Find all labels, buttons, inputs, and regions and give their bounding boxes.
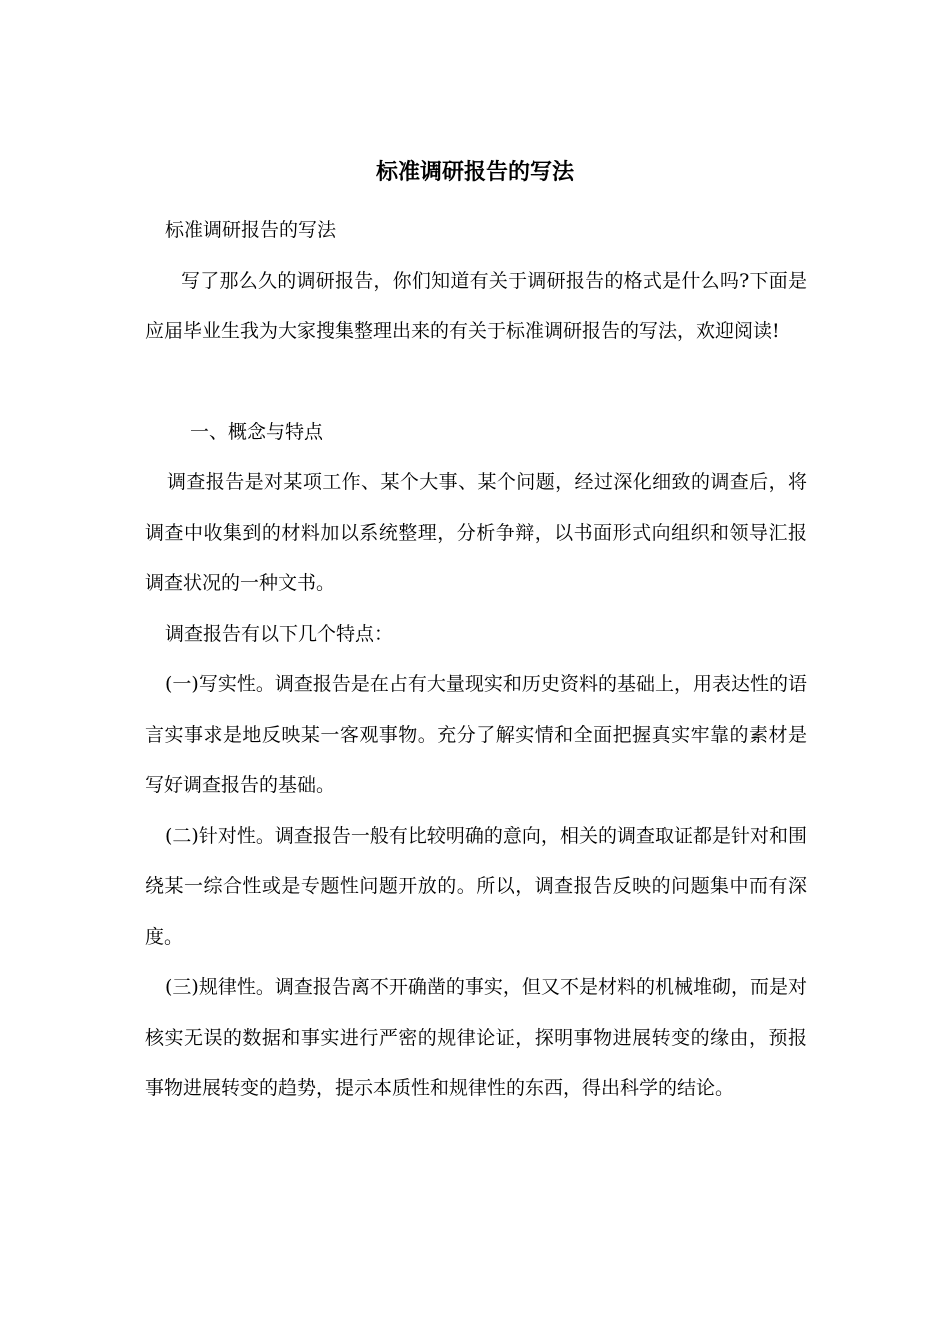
document-subtitle: 标准调研报告的写法 [165, 219, 337, 241]
document-title: 标准调研报告的写法 [375, 159, 574, 185]
section-heading: 一、概念与特点 [190, 420, 324, 443]
document-body [145, 205, 807, 1114]
feature-paragraph: (三)规律性。调查报告离不开确凿的事实，但又不是材料的机械堆砌，而是对核实无误的数据和事实进行严密的规律论证，探明事物进展转变的缘由，预报事物进展转变的趋势，提示本质性和规律性的东西，得出科学的结论。 [145, 976, 807, 1099]
feature-paragraph: (二)针对性。调查报告一般有比较明确的意向，相关的调查取证都是针对和围绕某一综合性或是专题性问题开放的。所以，调查报告反映的问题集中而有深度。 [145, 824, 807, 948]
intro-paragraph: 写了那么久的调研报告，你们知道有关于调研报告的格式是什么吗?下面是应届毕业生我为大家搜集整理出来的有关于标准调研报告的写法，欢迎阅读! [145, 269, 807, 342]
definition-paragraph: 调查报告是对某项工作、某个大事、某个问题，经过深化细致的调查后，将调查中收集到的材料加以系统整理，分析争辩，以书面形式向组织和领导汇报调查状况的一种文书。 [145, 471, 807, 594]
features-intro: 调查报告有以下几个特点： [165, 622, 394, 645]
feature-paragraph: (一)写实性。调查报告是在占有大量现实和历史资料的基础上，用表达性的语言实事求是地反映某一客观事物。充分了解实情和全面把握真实牢靠的素材是写好调查报告的基础。 [145, 673, 807, 796]
